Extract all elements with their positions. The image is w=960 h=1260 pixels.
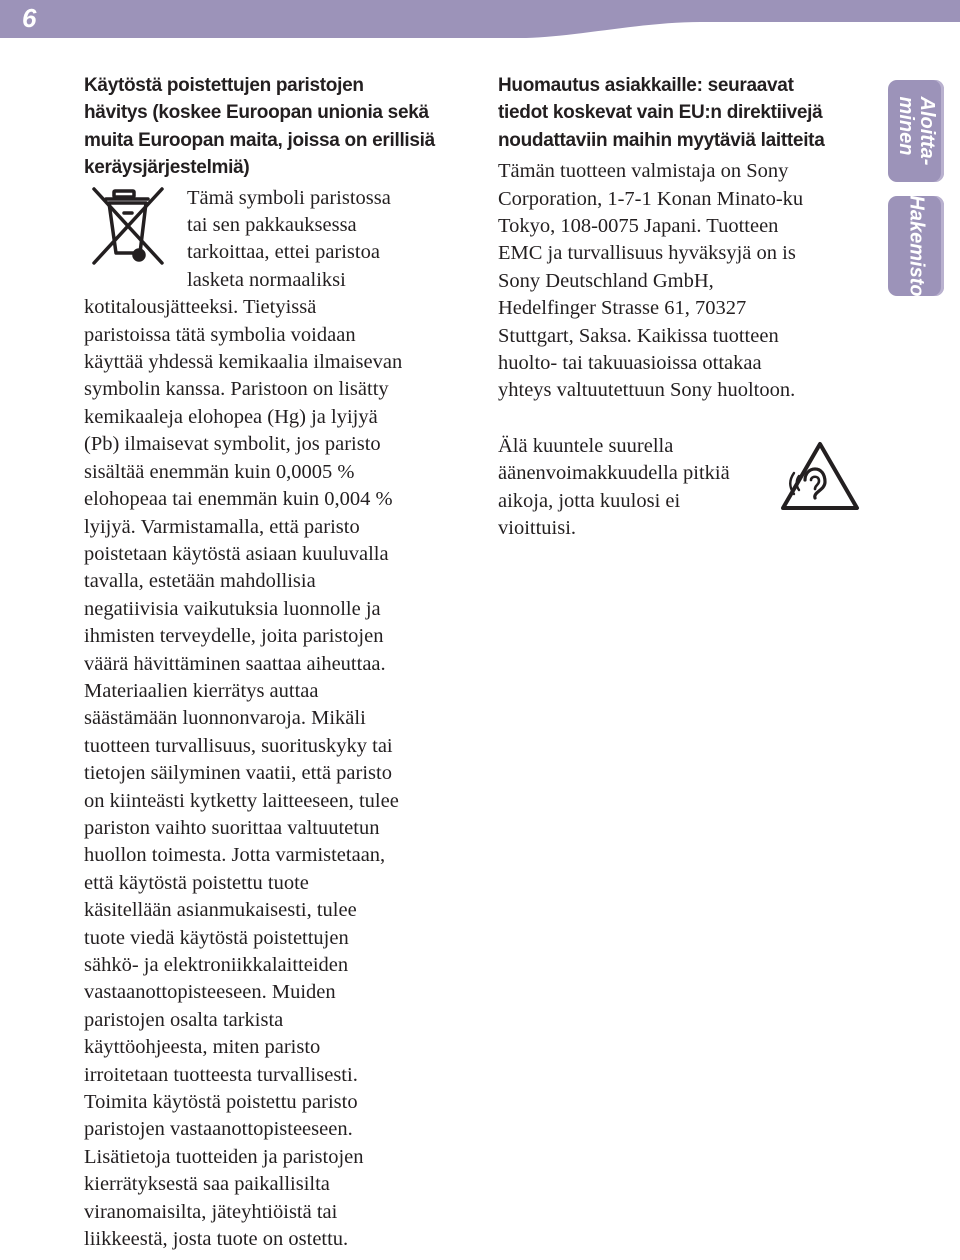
- body-text-line: vastaanottopisteeseen. Muiden: [84, 981, 336, 1004]
- body-text-line: paristoissa tätä symbolia voidaan: [84, 323, 356, 346]
- body-text-line: säästämään luonnonvaroja. Mikäli: [84, 707, 366, 730]
- crossed-out-wheelie-bin-icon: [84, 181, 172, 269]
- page-number: 6: [22, 3, 37, 33]
- hearing-warning-ear-icon: [779, 440, 861, 512]
- tab-hakemisto[interactable]: [888, 196, 944, 296]
- body-text-line: paristojen osalta tarkista: [84, 1008, 284, 1031]
- body-text-line: tuote viedä käytöstä poistettujen: [84, 926, 349, 949]
- body-text-line: Materiaalien kierrätys auttaa: [84, 679, 319, 702]
- body-text-line: kotitalousjätteeksi. Tietyissä: [84, 296, 317, 319]
- right-column: [498, 72, 864, 405]
- eu-customers-heading: Huomautus asiakkaille: seuraavat tiedot koskevat vain EU:n direktiivejä noudattaviin maihin myytäviä laitteita: [498, 75, 825, 151]
- body-text-line: kemikaaleja elohopea (Hg) ja lyijyä: [84, 405, 378, 428]
- body-text-line: Lisätietoja tuotteiden ja paristojen: [84, 1145, 364, 1168]
- body-text-line: käyttää yhdessä kemikaalia ilmaisevan: [84, 351, 403, 374]
- hearing-warning-text: Älä kuuntele suurella äänenvoimakkuudella pitkiä aikoja, jotta kuulosi ei vioittuisi.: [498, 435, 730, 540]
- body-text-line: viranomaisilta, jäteyhtiöistä tai: [84, 1200, 338, 1223]
- tab-aloittaminen[interactable]: [888, 80, 944, 182]
- body-text-line: väärä hävittäminen saattaa aiheuttaa.: [84, 652, 386, 675]
- body-text-line: käsitellään asianmukaisesti, tulee: [84, 899, 357, 922]
- tab-hakemisto-label: Hakemisto: [905, 195, 928, 297]
- symbol-description: Tämä symboli paristossa tai sen pakkauksessa tarkoittaa, ettei paristoa lasketa normaaliksi: [187, 186, 391, 291]
- body-text-line: elohopeaa tai enemmän kuin 0,004 %: [84, 488, 393, 511]
- tab-aloittaminen-label: Aloitta- minen: [895, 96, 938, 166]
- body-text-line: lyijyä. Varmistamalla, että paristo: [84, 515, 360, 538]
- body-text-line: irroitetaan tuotteesta turvallisesti.: [84, 1063, 358, 1086]
- header-band: [0, 0, 960, 38]
- body-text-line: että käytöstä poistettu tuote: [84, 871, 309, 894]
- header-band-shape: [0, 0, 960, 38]
- body-text-line: negatiivisia vaikutuksia luonnolle ja: [84, 597, 381, 620]
- body-text-line: liikkeestä, josta tuote on ostettu.: [84, 1228, 349, 1251]
- body-text-line: kierrätyksestä saa paikallisilta: [84, 1173, 330, 1196]
- body-text-line: (Pb) ilmaisevat symbolit, jos paristo: [84, 433, 381, 456]
- body-text-line: tavalla, estetään mahdollisia: [84, 570, 316, 593]
- body-text-line: on kiinteästi kytketty laitteeseen, tulee: [84, 789, 399, 812]
- body-text-line: sähkö- ja elektroniikkalaitteiden: [84, 954, 349, 976]
- body-text-line: symbolin kanssa. Paristoon on lisätty: [84, 378, 389, 401]
- body-text-line: ihmisten terveydelle, joita paristojen: [84, 625, 384, 648]
- body-text-line: huollon toimesta. Jotta varmistetaan,: [84, 844, 386, 867]
- battery-disposal-heading: Käytöstä poistettujen paristojen hävitys (koskee Euroopan unionia sekä muita Euroopan maita, joissa on erillisiä keräysjärjestelmiä): [84, 75, 435, 179]
- body-text-line: tietojen säilyminen vaatii, että paristo: [84, 762, 392, 785]
- battery-disposal-body: [84, 294, 454, 1253]
- body-text-line: Toimita käytöstä poistettu paristo: [84, 1091, 358, 1114]
- body-text-line: poistetaan käytöstä asiaan kuuluvalla: [84, 542, 389, 565]
- manufacturer-info: Tämän tuotteen valmistaja on Sony Corporation, 1-7-1 Konan Minato-ku Tokyo, 108-0075 Japani. Tuotteen EMC ja turvallisuus hyväksyjä on is Sony Deutschland GmbH, Hedelfinger Strasse 61, 70327 Stuttgart, Saksa. Kaikissa tuotteen huolto- tai takuuasioissa ottakaa yhteys valtuutettuun Sony huoltoon.: [498, 160, 804, 402]
- body-text-line: paristojen vastaanottopisteeseen.: [84, 1118, 353, 1141]
- body-text-line: sisältää enemmän kuin 0,0005 %: [84, 460, 355, 483]
- body-text-line: käyttöohjeesta, miten paristo: [84, 1036, 321, 1059]
- body-text-line: pariston vaihto suorittaa valtuutetun: [84, 816, 380, 839]
- body-text-line: tuotteen turvallisuus, suorituskyky tai: [84, 734, 393, 757]
